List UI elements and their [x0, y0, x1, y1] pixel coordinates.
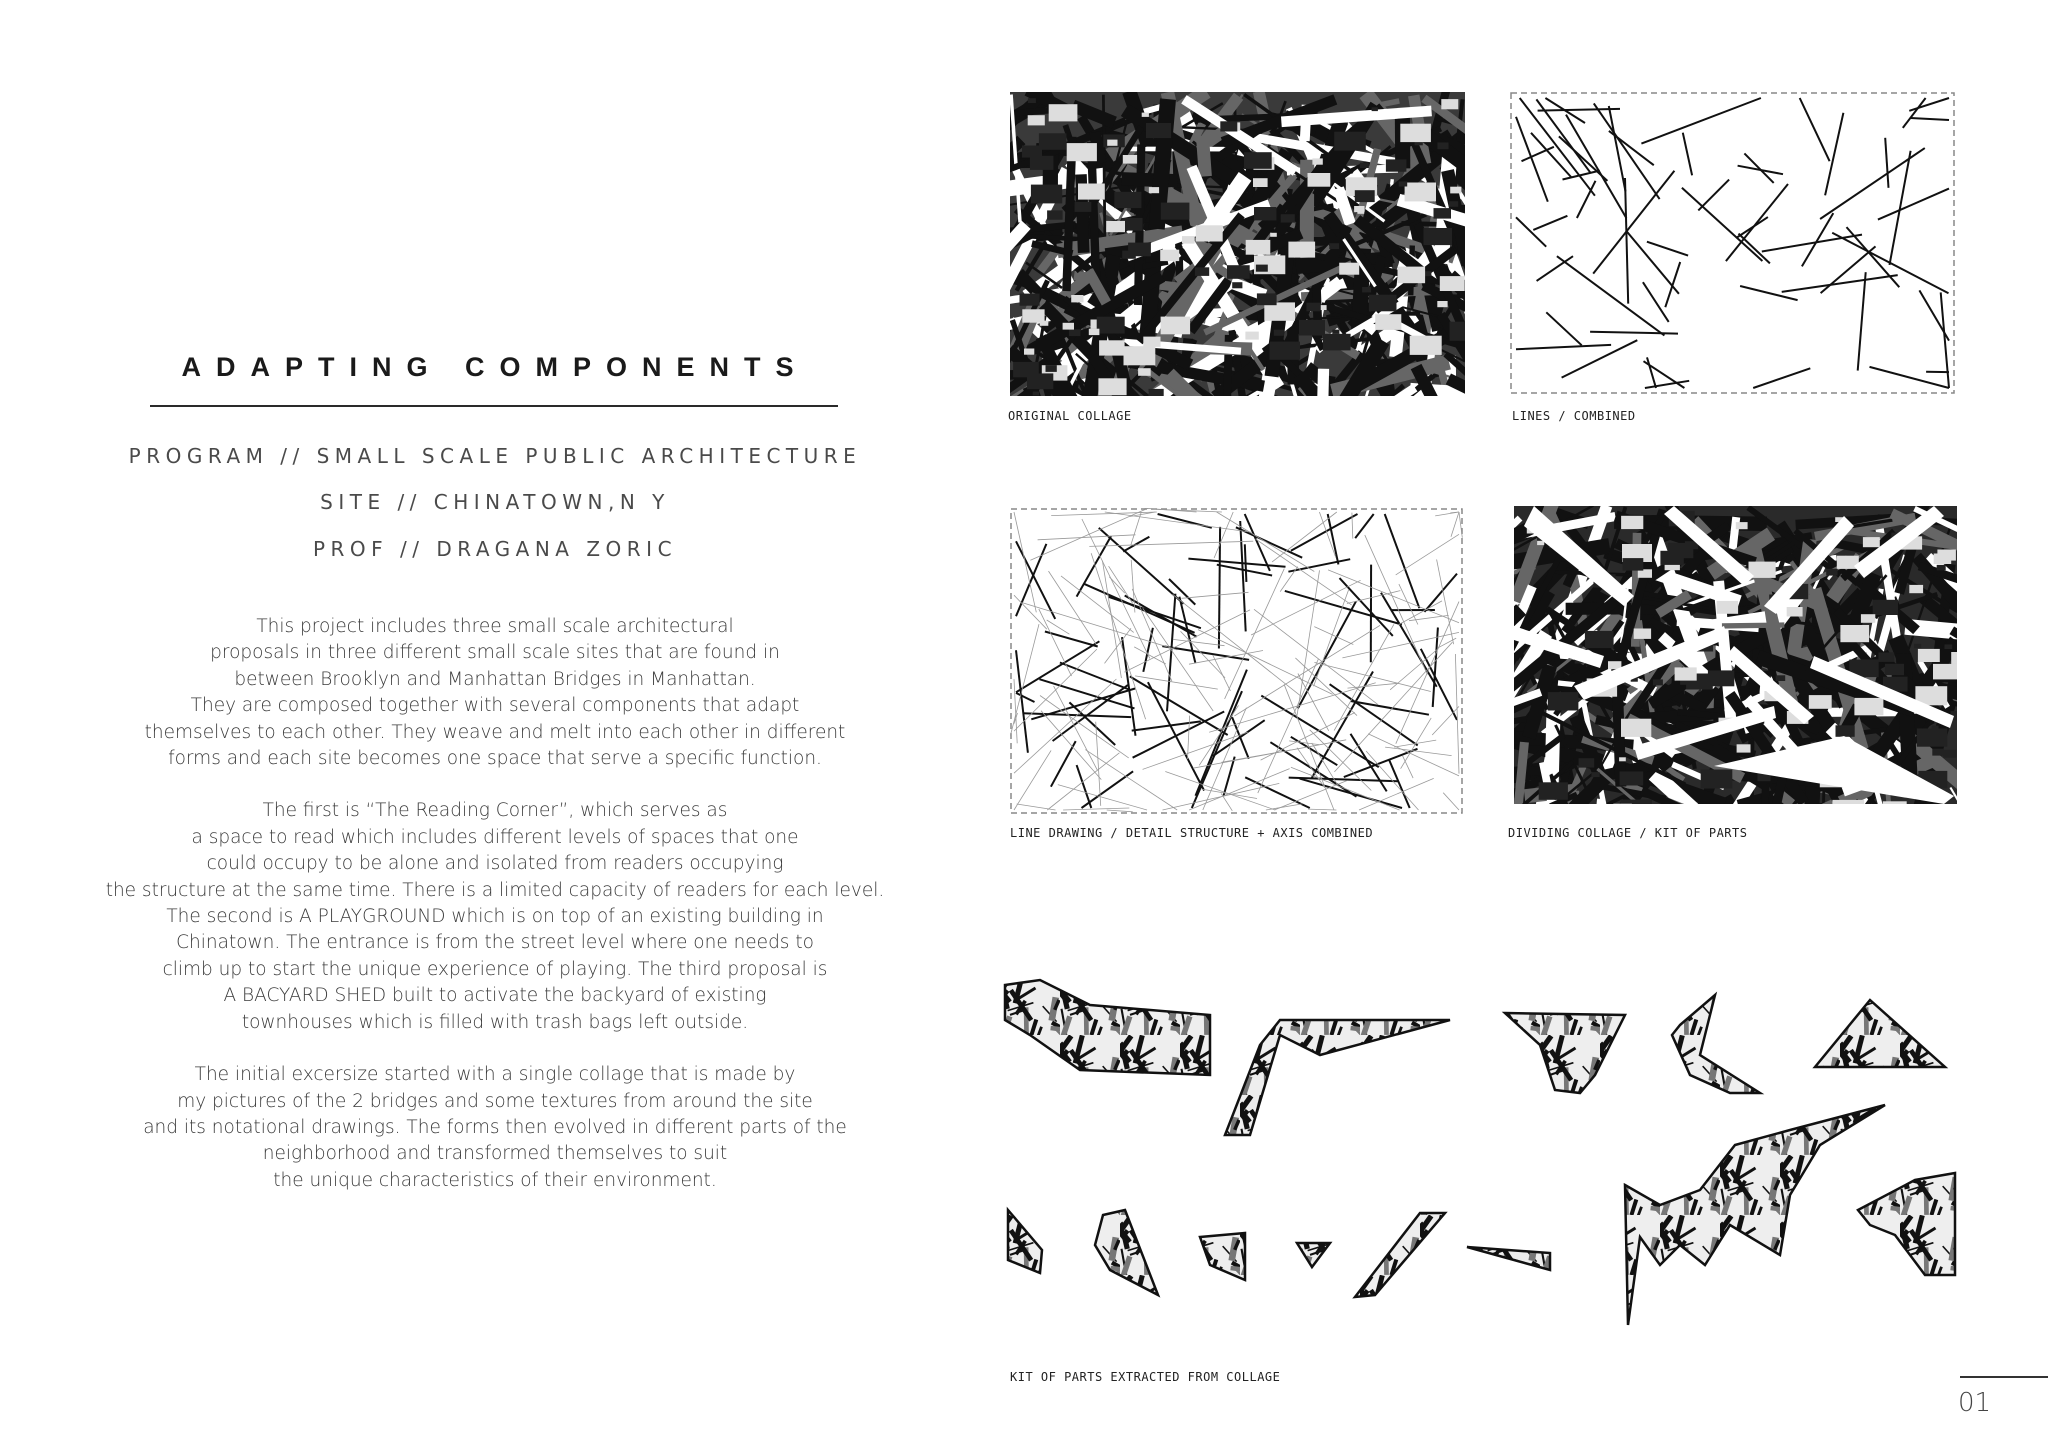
- description-line: The initial excersize started with a single collage that is made by: [194, 1064, 796, 1086]
- description-line: a space to read which includes different levels of spaces that one: [191, 826, 799, 848]
- description-line: the structure at the same time. There is a limited capacity of readers for each level.: [105, 879, 885, 901]
- page-number-rule: [1960, 1376, 2048, 1378]
- description-paragraph: [100, 614, 890, 772]
- description-paragraph: [100, 798, 890, 1036]
- description-line: forms and each site becomes one space that serve a specific function.: [168, 748, 822, 770]
- caption-kit-of-parts: KIT OF PARTS EXTRACTED FROM COLLAGE: [1010, 1370, 1281, 1384]
- description-line: This project includes three small scale architectural: [256, 616, 734, 637]
- description-line: the unique characteristics of their environment.: [273, 1169, 717, 1191]
- description-line: and its notational drawings. The forms then evolved in different parts of the: [143, 1116, 847, 1138]
- description-line: townhouses which is filled with trash bags left outside.: [241, 1011, 749, 1033]
- page-title: ADAPTING COMPONENTS: [181, 352, 809, 382]
- description-line: themselves to each other. They weave and melt into each other in different: [144, 721, 846, 743]
- line-drawing-image: [1010, 508, 1463, 814]
- description-line: proposals in three different small scale sites that are found in: [210, 642, 780, 664]
- program-line: PROGRAM // SMALL SCALE PUBLIC ARCHITECTURE: [128, 444, 862, 468]
- text-column: [0, 0, 1000, 1448]
- description-line: between Brooklyn and Manhattan Bridges in Manhattan.: [234, 668, 756, 690]
- original-collage-image: [1010, 92, 1465, 396]
- description-line: The second is A PLAYGROUND which is on top of an existing building in: [166, 906, 824, 928]
- lines-combined-drawing: [1510, 92, 1955, 394]
- description-line: my pictures of the 2 bridges and some textures from around the site: [177, 1090, 813, 1112]
- description-line: They are composed together with several components that adapt: [190, 695, 800, 717]
- page-number: 01: [1958, 1388, 1992, 1418]
- description-line: neighborhood and transformed themselves to suit: [262, 1143, 728, 1165]
- description-line: could occupy to be alone and isolated from readers occupying: [206, 853, 784, 875]
- caption-lines-combined: LINES / COMBINED: [1512, 409, 1636, 423]
- description-paragraph: [100, 1062, 890, 1194]
- caption-line-drawing: LINE DRAWING / DETAIL STRUCTURE + AXIS COMBINED: [1010, 826, 1374, 840]
- caption-dividing-collage: DIVIDING COLLAGE / KIT OF PARTS: [1508, 826, 1748, 840]
- description-line: A BACYARD SHED built to activate the backyard of existing: [223, 985, 767, 1007]
- kit-of-parts-image: [1000, 975, 1970, 1335]
- site-line: SITE // CHINATOWN,N Y: [320, 490, 670, 514]
- dividing-collage-image: [1514, 506, 1957, 804]
- caption-original-collage: ORIGINAL COLLAGE: [1008, 409, 1132, 423]
- project-description: [100, 614, 890, 1220]
- title-underline: [150, 405, 838, 407]
- description-line: climb up to start the unique experience of playing. The third proposal is: [162, 958, 828, 980]
- prof-line: PROF // DRAGANA ZORIC: [312, 537, 678, 561]
- description-line: The first is “The Reading Corner”, which serves as: [262, 800, 728, 822]
- description-line: Chinatown. The entrance is from the street level where one needs to: [176, 932, 814, 954]
